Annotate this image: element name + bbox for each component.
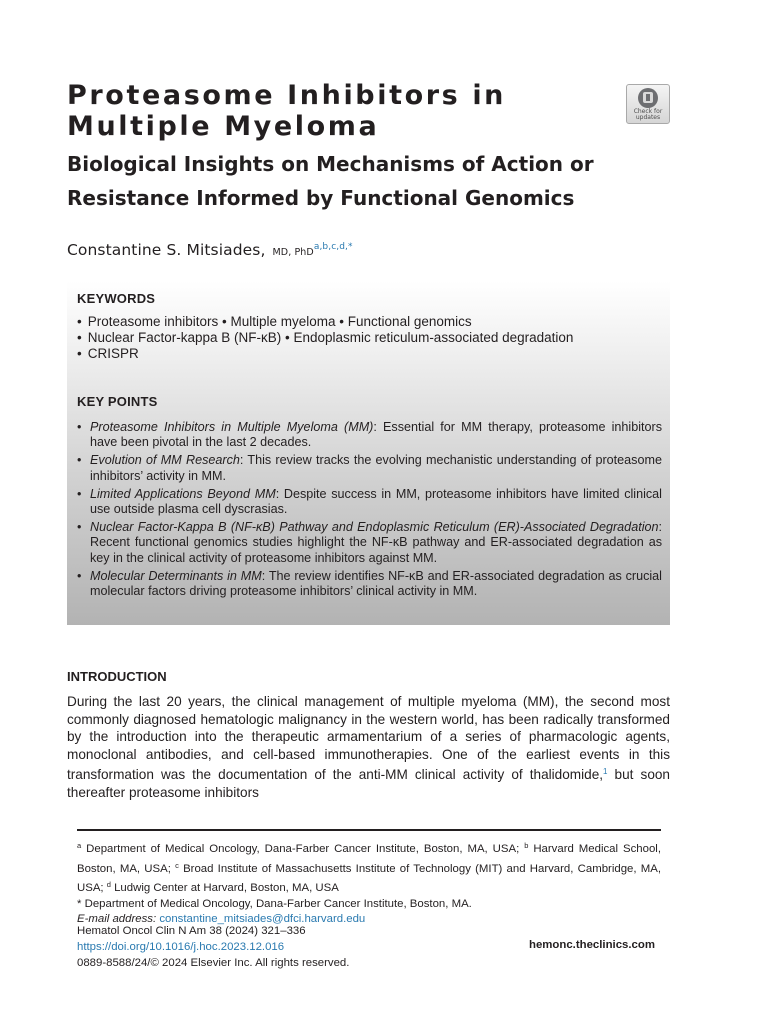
doi-link[interactable]: https://doi.org/10.1016/j.hoc.2023.12.016: [77, 941, 285, 953]
article-subtitle: [67, 147, 687, 215]
keywords-heading: KEYWORDS: [77, 291, 156, 306]
key-point-item: • Proteasome Inhibitors in Multiple Myeloma (MM): Essential for MM therapy, proteasome inhibitors have been pivotal in the last 2 decades.: [77, 420, 662, 450]
badge-label: Check for updates: [633, 108, 663, 121]
keyword-line: • Nuclear Factor-kappa B (NF-κB) • Endoplasmic reticulum-associated degradation: [77, 330, 574, 345]
keyword-line: • CRISPR: [77, 346, 139, 361]
author-degrees: MD, PhD: [272, 247, 314, 258]
key-points-list: [77, 420, 662, 602]
key-point-item: • Nuclear Factor-Kappa B (NF-κB) Pathway and Endoplasmic Reticulum (ER)-Associated Degradation: Recent functional genomics studies highlight the NF-κB pathway and ER-associated degradation as key in the clinical activity of proteasome inhibitors against MM.: [77, 520, 662, 566]
reference-link[interactable]: 1: [603, 767, 608, 777]
email-link[interactable]: constantine_mitsiades@dfci.harvard.edu: [159, 913, 366, 926]
author-affiliation-marks[interactable]: a,b,c,d,*: [313, 242, 353, 252]
citation: Hematol Oncol Clin N Am 38 (2024) 321–336: [77, 925, 306, 937]
key-point-item: • Limited Applications Beyond MM: Despite success in MM, proteasome inhibitors have limited clinical use outside plasma cell dyscrasias.: [77, 487, 662, 517]
affiliations-note: $^a$ Department of Medical Oncology, Dana-Farber Cancer Institute, Boston, MA, USA; $^b$ Harvard Medical School, Boston, MA, USA; $^c$ Broad Institute of Massachusetts Institute of Technology (MIT) and Harvard, Cambridge, MA, USA; $^d$ Ludwig Center at Harvard, Boston, MA, USA: [77, 841, 661, 895]
corresponding-note: * Department of Medical Oncology, Dana-Farber Cancer Institute, Boston, MA.: [77, 897, 472, 910]
keywords-keypoints-box: [67, 281, 670, 625]
publication-info: [77, 923, 349, 971]
key-points-heading: KEY POINTS: [77, 394, 158, 409]
key-point-item: • Evolution of MM Research: This review tracks the evolving mechanistic understanding of proteasome inhibitors’ activity in MM.: [77, 453, 662, 483]
keywords-list: [77, 314, 667, 362]
check-for-updates-badge[interactable]: [626, 84, 670, 124]
introduction-heading: INTRODUCTION: [67, 669, 167, 684]
author-line: [67, 241, 353, 259]
article-title: [67, 80, 607, 142]
title-line: Proteasome Inhibitors in: [67, 80, 507, 111]
journal-site: hemonc.theclinics.com: [529, 939, 655, 951]
author-name: Constantine S. Mitsiades,: [67, 241, 266, 259]
title-line: Multiple Myeloma: [67, 111, 380, 142]
key-point-item: • Molecular Determinants in MM: The review identifies NF-κB and ER-associated degradation as crucial molecular factors driving proteasome inhibitors’ clinical activity in MM.: [77, 569, 662, 599]
email-label: E-mail address:: [77, 913, 157, 926]
footnotes: [77, 838, 661, 928]
introduction-paragraph: During the last 20 years, the clinical management of multiple myeloma (MM), the second most commonly diagnosed hematologic malignancy in the western world, has been radically transformed by the introduction into the therapeutic armamentarium of a series of pharmacologic agents, monoclonal antibodies, and cell-based immunotherapies. One of the earliest events in this transformation was the documentation of the anti-MM clinical activity of thalidomide,$^1$ but soon thereafter proteasome inhibitors: [67, 694, 670, 800]
keyword-line: • Proteasome inhibitors • Multiple myeloma • Functional genomics: [77, 314, 472, 329]
footnote-divider: [77, 829, 661, 831]
copyright: 0889-8588/24/© 2024 Elsevier Inc. All rights reserved.: [77, 957, 350, 969]
check-updates-icon: [638, 88, 658, 108]
subtitle-line: Biological Insights on Mechanisms of Action or: [67, 152, 594, 176]
subtitle-line: Resistance Informed by Functional Genomics: [67, 186, 575, 210]
